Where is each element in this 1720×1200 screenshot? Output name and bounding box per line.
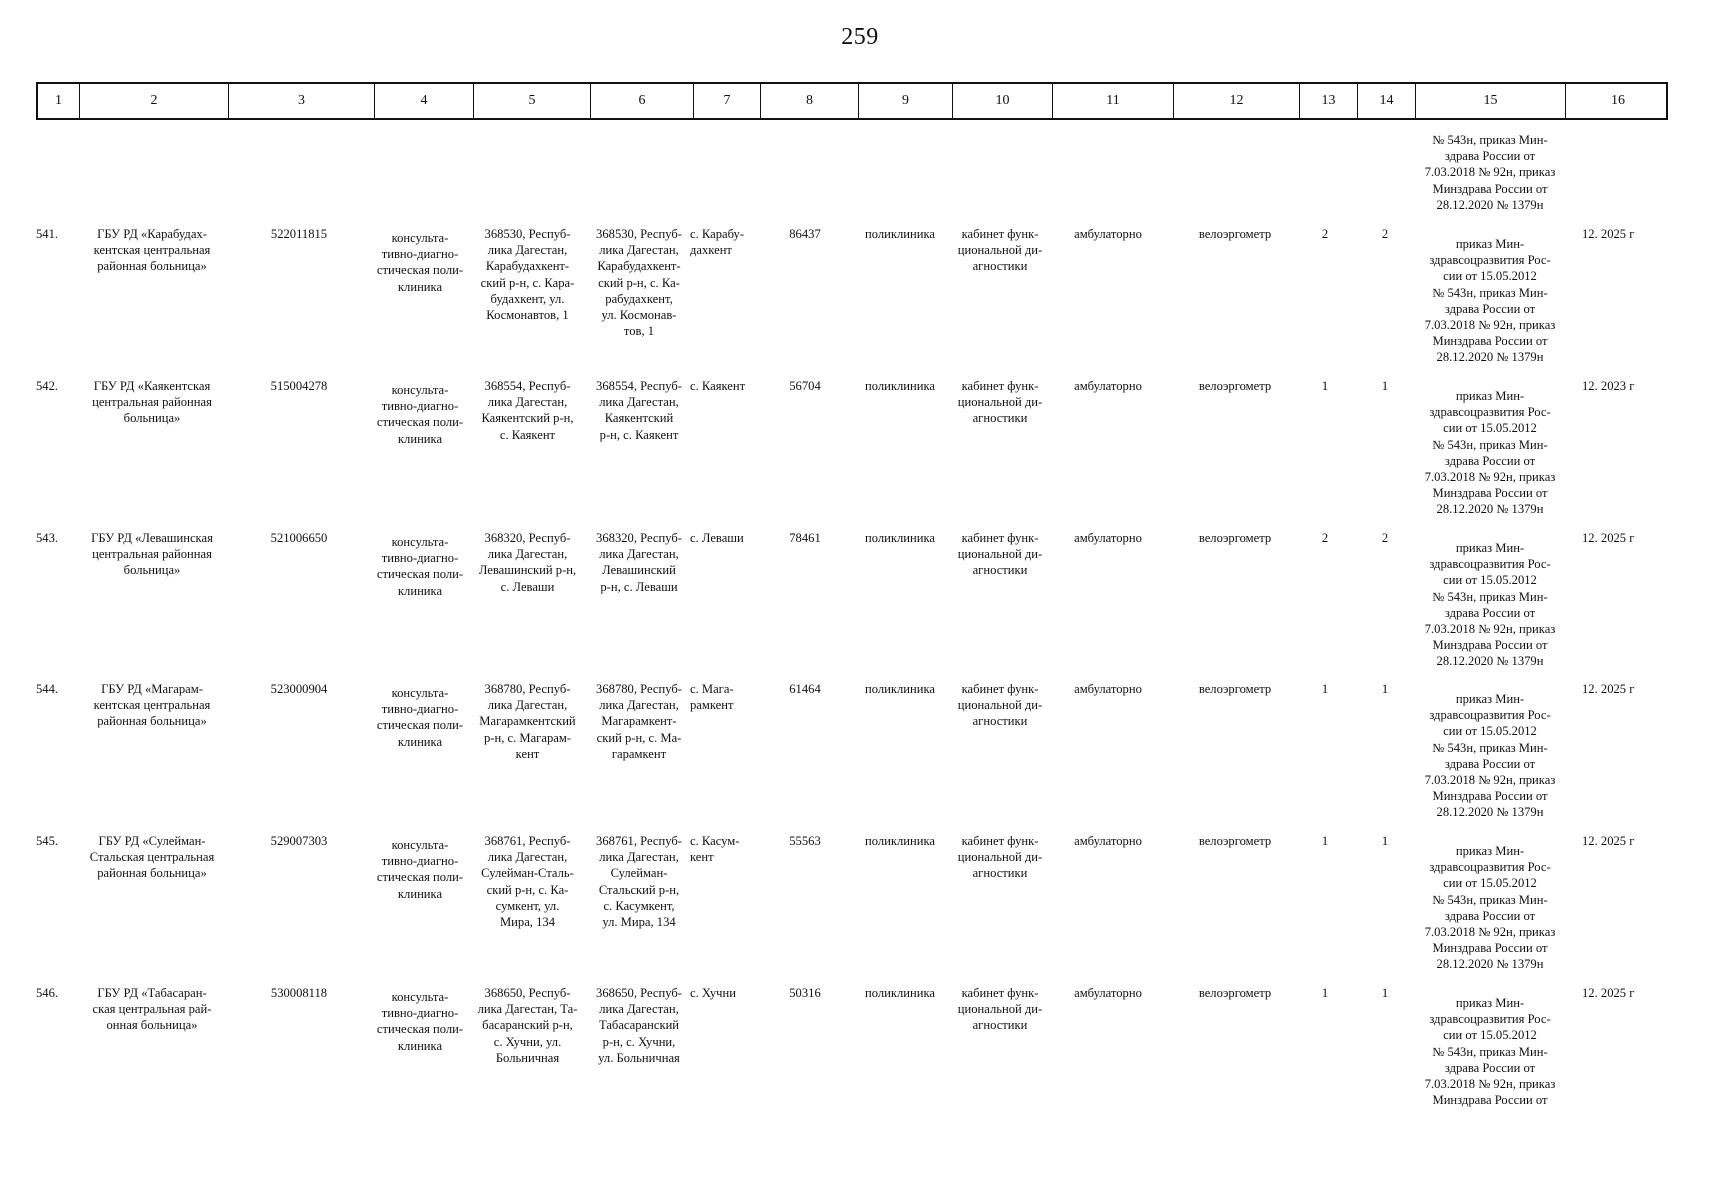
row-546-code: 530008118 bbox=[270, 986, 328, 1000]
row-542-unit: поликлиника bbox=[864, 379, 936, 393]
row-545-condition: амбулаторно bbox=[1074, 834, 1142, 848]
row-546-equipment: велоэргометр bbox=[1198, 986, 1272, 1000]
row-541-population: 86437 bbox=[789, 227, 821, 241]
row-541-type: консульта- тивно-диагно- стическая поли- клиника bbox=[376, 231, 464, 294]
row-543-unit: поликлиника bbox=[864, 531, 936, 545]
row-543-num: 543. bbox=[36, 531, 59, 545]
row-546-org: ГБУ РД «Табасаран- ская центральная рай- онная больница» bbox=[92, 986, 212, 1033]
row-542-c13: 1 bbox=[1321, 379, 1329, 393]
column-header-6: 6 bbox=[591, 84, 694, 118]
row-543-date: 12. 2025 г bbox=[1582, 531, 1635, 545]
row-544-order: приказ Мин- здравсоцразвития Рос- сии от 15.05.2012 № 543н, приказ Мин- здрава России от 7.03.2018 № 92н, приказ Минздрава России от 28.12.2020 № 1379н bbox=[1424, 692, 1556, 820]
row-545-actual-address: 368761, Респуб- лика Дагестан, Сулейман- Стальский р-н, с. Касумкент, ул. Мира, 134 bbox=[596, 834, 682, 930]
row-543-org: ГБУ РД «Левашинская центральная районная больница» bbox=[91, 531, 213, 578]
row-546-population: 50316 bbox=[789, 986, 821, 1000]
row-544-c14: 1 bbox=[1381, 682, 1389, 696]
row-541-order: приказ Мин- здравсоцразвития Рос- сии от 15.05.2012 № 543н, приказ Мин- здрава России от 7.03.2018 № 92н, приказ Минздрава России от 28.12.2020 № 1379н bbox=[1424, 237, 1556, 365]
row-544-num: 544. bbox=[36, 682, 59, 696]
row-546-type: консульта- тивно-диагно- стическая поли- клиника bbox=[376, 990, 464, 1053]
row-541-unit: поликлиника bbox=[864, 227, 936, 241]
row-542-c14: 1 bbox=[1381, 379, 1389, 393]
row-545-room: кабинет функ- циональной ди- агностики bbox=[957, 834, 1043, 881]
row-546-legal-address: 368650, Респуб- лика Дагестан, Та- басаранский р-н, с. Хучни, ул. Больничная bbox=[477, 986, 578, 1065]
continuation-col15: № 543н, приказ Мин- здрава России от 7.03.2018 № 92н, приказ Минздрава России от 28.12.2020 № 1379н bbox=[1424, 133, 1556, 212]
row-544-legal-address: 368780, Респуб- лика Дагестан, Магарамкентский р-н, с. Магарам- кент bbox=[479, 682, 576, 761]
row-542-code: 515004278 bbox=[270, 379, 328, 393]
row-546-date: 12. 2025 г bbox=[1582, 986, 1635, 1000]
column-header-9: 9 bbox=[859, 84, 953, 118]
row-544-code: 523000904 bbox=[270, 682, 328, 696]
row-545-num: 545. bbox=[36, 834, 59, 848]
column-header-4: 4 bbox=[375, 84, 474, 118]
row-544-condition: амбулаторно bbox=[1074, 682, 1142, 696]
row-541-org: ГБУ РД «Карабудах- кентская центральная районная больница» bbox=[93, 227, 211, 274]
row-542-population: 56704 bbox=[789, 379, 821, 393]
row-544-type: консульта- тивно-диагно- стическая поли- клиника bbox=[376, 686, 464, 749]
row-541-legal-address: 368530, Респуб- лика Дагестан, Карабудахкент- ский р-н, с. Кара- будахкент, ул. Космонавтов, 1 bbox=[480, 227, 575, 323]
row-545-date: 12. 2025 г bbox=[1582, 834, 1635, 848]
row-546-room: кабинет функ- циональной ди- агностики bbox=[957, 986, 1043, 1033]
row-542-equipment: велоэргометр bbox=[1198, 379, 1272, 393]
row-543-locality: с. Леваши bbox=[690, 531, 744, 545]
row-541-num: 541. bbox=[36, 227, 59, 241]
table-header-row bbox=[36, 82, 1668, 120]
row-541-date: 12. 2025 г bbox=[1582, 227, 1635, 241]
row-545-type: консульта- тивно-диагно- стическая поли- клиника bbox=[376, 838, 464, 901]
column-header-2: 2 bbox=[80, 84, 229, 118]
row-541-c13: 2 bbox=[1321, 227, 1329, 241]
row-543-legal-address: 368320, Респуб- лика Дагестан, Левашинский р-н, с. Леваши bbox=[478, 531, 577, 594]
row-543-order: приказ Мин- здравсоцразвития Рос- сии от 15.05.2012 № 543н, приказ Мин- здрава России от 7.03.2018 № 92н, приказ Минздрава России от 28.12.2020 № 1379н bbox=[1424, 541, 1556, 669]
row-543-c14: 2 bbox=[1381, 531, 1389, 545]
row-542-num: 542. bbox=[36, 379, 59, 393]
column-header-10: 10 bbox=[953, 84, 1053, 118]
page-number: 259 bbox=[841, 24, 879, 50]
row-546-c14: 1 bbox=[1381, 986, 1389, 1000]
row-543-type: консульта- тивно-диагно- стическая поли- клиника bbox=[376, 535, 464, 598]
row-543-c13: 2 bbox=[1321, 531, 1329, 545]
row-542-date: 12. 2023 г bbox=[1582, 379, 1635, 393]
row-544-actual-address: 368780, Респуб- лика Дагестан, Магарамкент- ский р-н, с. Ма- гарамкент bbox=[596, 682, 682, 761]
row-545-unit: поликлиника bbox=[864, 834, 936, 848]
row-544-c13: 1 bbox=[1321, 682, 1329, 696]
row-543-code: 521006650 bbox=[270, 531, 328, 545]
row-542-legal-address: 368554, Респуб- лика Дагестан, Каякентский р-н, с. Каякент bbox=[481, 379, 574, 442]
row-544-population: 61464 bbox=[789, 682, 821, 696]
row-542-order: приказ Мин- здравсоцразвития Рос- сии от 15.05.2012 № 543н, приказ Мин- здрава России от 7.03.2018 № 92н, приказ Минздрава России от 28.12.2020 № 1379н bbox=[1424, 389, 1556, 517]
row-544-date: 12. 2025 г bbox=[1582, 682, 1635, 696]
row-544-room: кабинет функ- циональной ди- агностики bbox=[957, 682, 1043, 729]
row-542-org: ГБУ РД «Каякентская центральная районная больница» bbox=[92, 379, 212, 426]
row-541-actual-address: 368530, Респуб- лика Дагестан, Карабудахкент- ский р-н, с. Ка- рабудахкент, ул. Космонав- тов, 1 bbox=[596, 227, 682, 339]
row-545-legal-address: 368761, Респуб- лика Дагестан, Сулейман-Сталь- ский р-н, с. Ка- сумкент, ул. Мира, 134 bbox=[481, 834, 574, 930]
row-541-equipment: велоэргометр bbox=[1198, 227, 1272, 241]
row-546-unit: поликлиника bbox=[864, 986, 936, 1000]
column-header-7: 7 bbox=[694, 84, 761, 118]
row-545-equipment: велоэргометр bbox=[1198, 834, 1272, 848]
column-header-3: 3 bbox=[229, 84, 375, 118]
row-542-condition: амбулаторно bbox=[1074, 379, 1142, 393]
row-546-actual-address: 368650, Респуб- лика Дагестан, Табасаранский р-н, с. Хучни, ул. Больничная bbox=[596, 986, 682, 1065]
row-541-condition: амбулаторно bbox=[1074, 227, 1142, 241]
row-543-condition: амбулаторно bbox=[1074, 531, 1142, 545]
row-542-actual-address: 368554, Респуб- лика Дагестан, Каякентский р-н, с. Каякент bbox=[596, 379, 682, 442]
row-546-condition: амбулаторно bbox=[1074, 986, 1142, 1000]
column-header-5: 5 bbox=[474, 84, 591, 118]
row-543-actual-address: 368320, Респуб- лика Дагестан, Левашинский р-н, с. Леваши bbox=[596, 531, 682, 594]
row-545-org: ГБУ РД «Сулейман- Стальская центральная районная больница» bbox=[89, 834, 215, 881]
row-541-locality: с. Карабу- дахкент bbox=[690, 227, 745, 258]
column-header-16: 16 bbox=[1611, 93, 1625, 108]
row-543-equipment: велоэргометр bbox=[1198, 531, 1272, 545]
row-542-room: кабинет функ- циональной ди- агностики bbox=[957, 379, 1043, 426]
row-546-num: 546. bbox=[36, 986, 59, 1000]
row-545-population: 55563 bbox=[789, 834, 821, 848]
row-543-population: 78461 bbox=[789, 531, 821, 545]
row-544-org: ГБУ РД «Магарам- кентская центральная районная больница» bbox=[93, 682, 211, 729]
row-544-equipment: велоэргометр bbox=[1198, 682, 1272, 696]
row-545-locality: с. Касум- кент bbox=[690, 834, 740, 865]
row-543-room: кабинет функ- циональной ди- агностики bbox=[957, 531, 1043, 578]
column-header-1: 1 bbox=[38, 84, 80, 118]
row-544-unit: поликлиника bbox=[864, 682, 936, 696]
row-545-code: 529007303 bbox=[270, 834, 328, 848]
row-542-type: консульта- тивно-диагно- стическая поли- клиника bbox=[376, 383, 464, 446]
row-546-order: приказ Мин- здравсоцразвития Рос- сии от 15.05.2012 № 543н, приказ Мин- здрава России от 7.03.2018 № 92н, приказ Минздрава России от bbox=[1424, 996, 1556, 1108]
row-546-c13: 1 bbox=[1321, 986, 1329, 1000]
row-541-code: 522011815 bbox=[270, 227, 328, 241]
column-header-8: 8 bbox=[761, 84, 859, 118]
row-545-c14: 1 bbox=[1381, 834, 1389, 848]
row-542-locality: с. Каякент bbox=[690, 379, 746, 393]
column-header-11: 11 bbox=[1053, 84, 1174, 118]
row-545-order: приказ Мин- здравсоцразвития Рос- сии от 15.05.2012 № 543н, приказ Мин- здрава России от 7.03.2018 № 92н, приказ Минздрава России от 28.12.2020 № 1379н bbox=[1424, 844, 1556, 972]
column-header-12: 12 bbox=[1174, 84, 1300, 118]
column-header-13: 13 bbox=[1300, 84, 1358, 118]
column-header-15: 15 bbox=[1416, 84, 1566, 118]
row-546-locality: с. Хучни bbox=[690, 986, 736, 1000]
row-541-room: кабинет функ- циональной ди- агностики bbox=[957, 227, 1043, 274]
row-541-c14: 2 bbox=[1381, 227, 1389, 241]
row-545-c13: 1 bbox=[1321, 834, 1329, 848]
column-header-14: 14 bbox=[1358, 84, 1416, 118]
row-544-locality: с. Мага- рамкент bbox=[690, 682, 734, 713]
